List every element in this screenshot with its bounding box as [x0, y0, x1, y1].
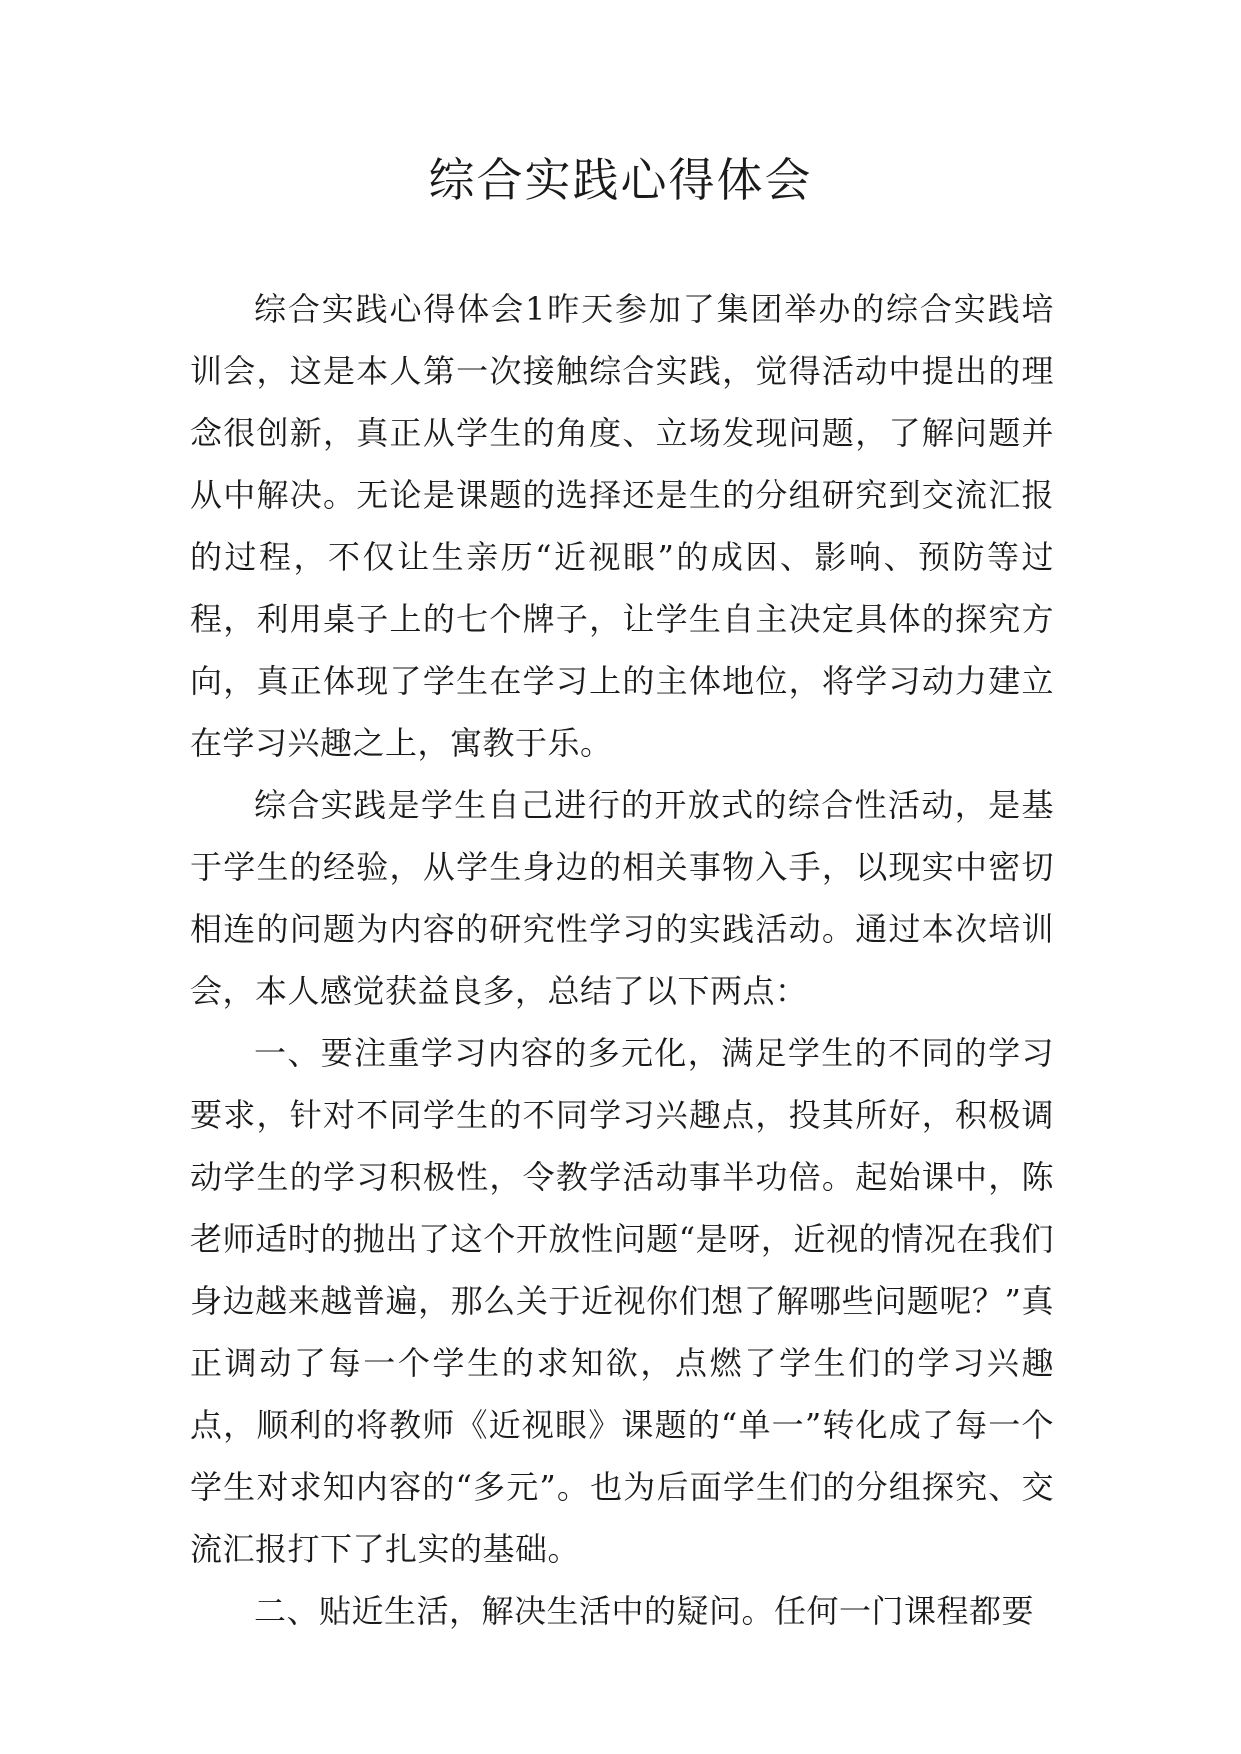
document-body: [190, 278, 1054, 1642]
paragraph-4: 二、贴近生活，解决生活中的疑问。任何一门课程都要: [254, 1592, 1035, 1630]
paragraph-3: 一、要注重学习内容的多元化，满足学生的不同的学习要求，针对不同学生的不同学习兴趣点，投其所好，积极调动学生的学习积极性，令教学活动事半功倍。起始课中，陈老师适时的抛出了这个开放性问题“是呀，近视的情况在我们身边越来越普遍，那么关于近视你们想了解哪些问题呢？”真正调动了每一个学生的求知欲，点燃了学生们的学习兴趣点，顺利的将教师《近视眼》课题的“单一”转化成了每一个学生对求知内容的“多元”。也为后面学生们的分组探究、交流汇报打下了扎实的基础。: [190, 1034, 1054, 1568]
paragraph-2: 综合实践是学生自己进行的开放式的综合性活动，是基于学生的经验，从学生身边的相关事物入手，以现实中密切相连的问题为内容的研究性学习的实践活动。通过本次培训会，本人感觉获益良多，总结了以下两点：: [190, 786, 1054, 1010]
document-title: 综合实践心得体会: [428, 153, 813, 207]
paragraph-1: 综合实践心得体会1昨天参加了集团举办的综合实践培训会，这是本人第一次接触综合实践，觉得活动中提出的理念很创新，真正从学生的角度、立场发现问题，了解问题并从中解决。无论是课题的选择还是生的分组研究到交流汇报的过程，不仅让生亲历“近视眼”的成因、影响、预防等过程，利用桌子上的七个牌子，让学生自主决定具体的探究方向，真正体现了学生在学习上的主体地位，将学习动力建立在学习兴趣之上，寓教于乐。: [190, 290, 1054, 762]
